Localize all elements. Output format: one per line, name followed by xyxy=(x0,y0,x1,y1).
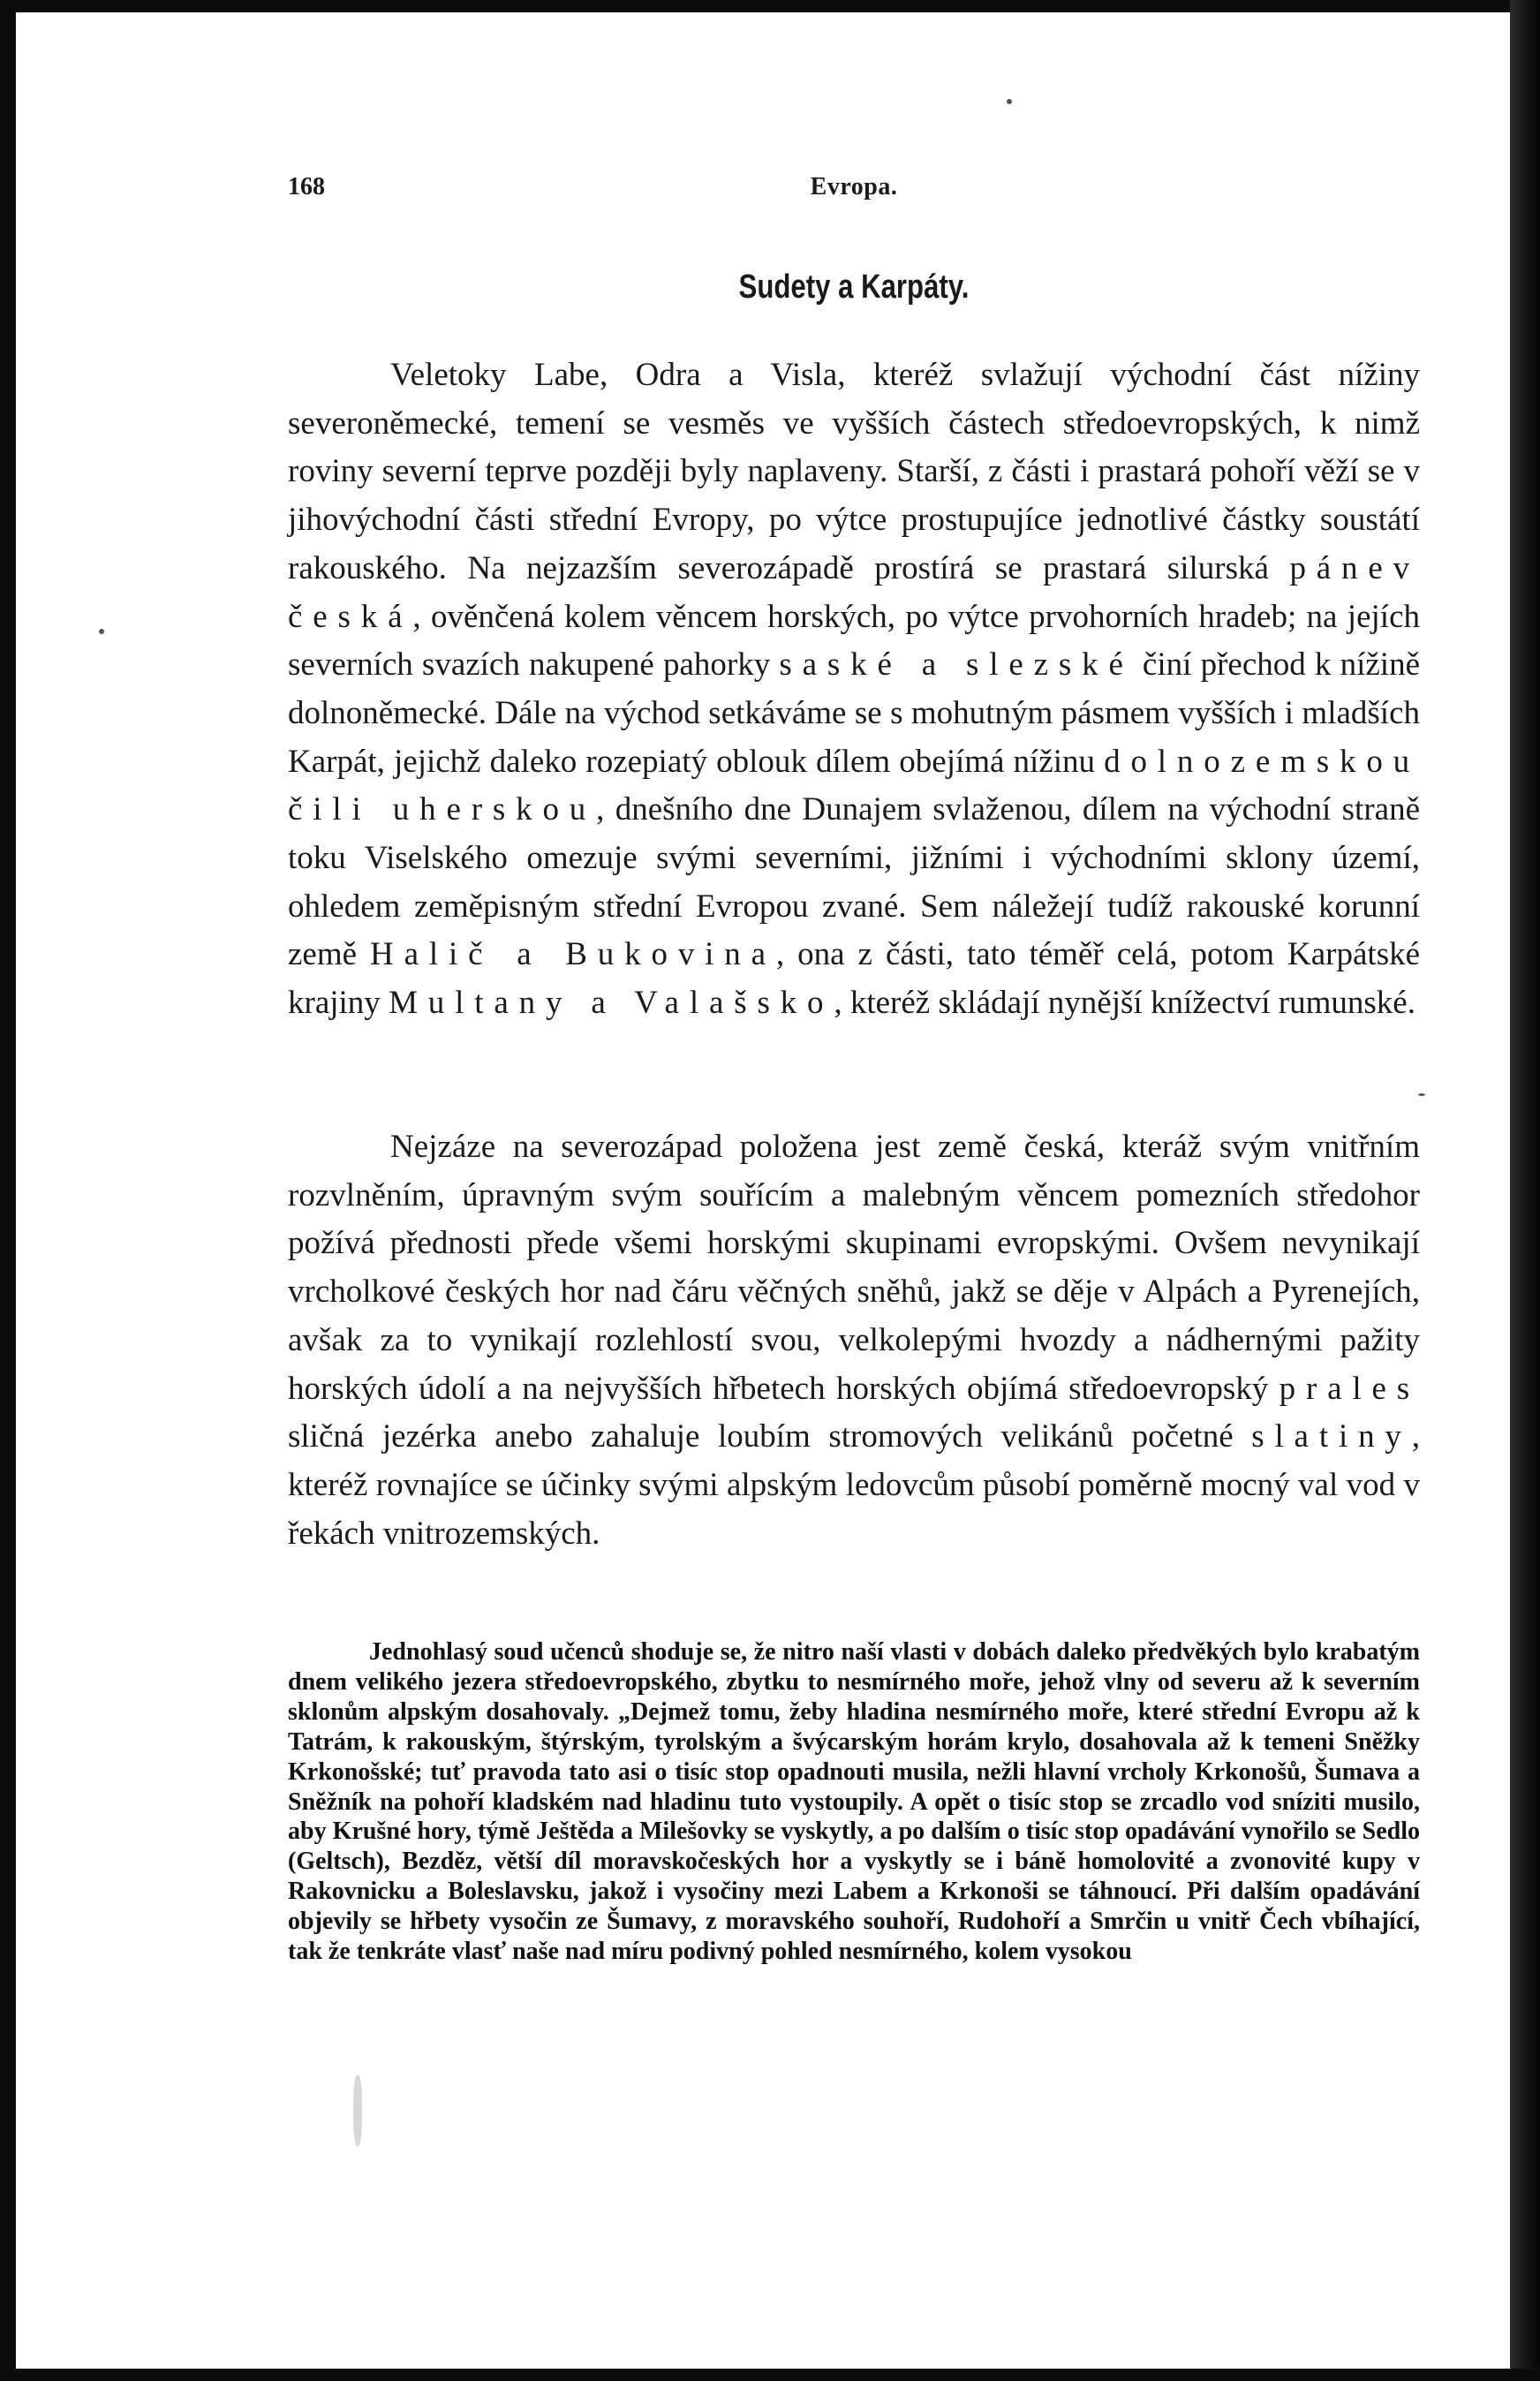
spaced-term: dolnozemskou čili uherskou xyxy=(288,743,1420,828)
scan-speck xyxy=(353,2075,362,2146)
spaced-term: Halič a Bukovina xyxy=(370,936,776,973)
body-paragraph: Nejzáze na severozápad položena jest země česká, kteráž svým vnitřním rozvlněním, úpravným svým souřícím a malebným věncem pomezních středohor požívá přednosti přede všemi horskými skupinami evropskými. Ovšem nevynikají vrcholkové českých hor nad čáru věčných sněhů, jakž se děje v Alpách a Pyrenejích, avšak za to vynikají rozlehlostí svou, velkolepými hvozdy a nádhernými pažity horských údolí a na nejvyšších hřbetech horských objímá středoevropský prales sličná jezérka anebo zahaluje loubím stromových velikánů početné slatiny, kteréž rovnajíce se účinky svými alpským ledovcům působí poměrně mocný val vod v řekách vnitrozemských. xyxy=(288,1129,1420,1552)
scan-border-top xyxy=(0,0,1540,12)
scan-speck xyxy=(1007,99,1012,104)
footnote: Jednohlasý soud učenců shoduje se, že nitro naší vlasti v dobách daleko předvěkých bylo krabatým dnem velikého jezera středoevropského, zbytku to nesmírného moře, jehož vlny od severu až k severním sklonům alpským dosahovaly. „Dejmež tomu, žeby hladina nesmírného moře, které střední Evropu až k Tatrám, k rakouským, štýrským, tyrolským a švýcarským horám krylo, dosahovala až k temeni Sněžky Krkonošské; tuť pravoda tato asi o tisíc stop opadnouti musila, nežli hlavní vrcholy Krkonošů, Šumava a Sněžník na pohoří kladském nad hladinu tuto vystoupily. A opět o tisíc stop se zrcadlo vod sníziti musilo, aby Krušné hory, týmě Ještěda a Milešovky se vyskytly, a po dalším o tisíc stop opadávání vynořilo se Sedlo (Geltsch), Bezděz, větší díl moravskočeských hor a vyskytly se i báně homolovité a zvonovité kupy v Rakovnicku a Boleslavsku, jakož i vysočiny mezi Labem a Krkonoši se táhnoucí. Při dalším opadávání objevily se hřbety vysočin ze Šumavy, z moravského souhoří, Rudohoří a Smrčin u vnitř Čech vbíhající, tak že tenkráte vlasť naše nad míru podivný pohled nesmírného, kolem vysokou xyxy=(288,1638,1420,1966)
spaced-term: Multany a Valašsko xyxy=(389,985,834,1022)
scan-speck xyxy=(1418,1093,1425,1096)
spaced-term: slatiny xyxy=(1251,1418,1412,1455)
scan-border-right xyxy=(1510,0,1540,2381)
scan-speck xyxy=(99,629,104,634)
spaced-term: saské a slezské xyxy=(779,646,1134,684)
body-paragraph: Veletoky Labe, Odra a Visla, kteréž svlažují východní část nížiny severoněmecké, temení se vesměs ve vyšších částech středoevropských, k nimž roviny severní teprve později byly naplaveny. Starší, z části i prastará pohoří věží se v jihovýchodní části střední Evropy, po výtce prostupujíce jednotlivé částky soustátí rakouského. Na nejzazším severozápadě prostírá se prastará silurská pánev česká, ověnčená kolem věncem horských, po výtce prvohorních hradeb; na jejích severních svazích nakupené pahorky saské a slezské činí přechod k nížině dolnoněmecké. Dále na východ setkáváme se s mohutným pásmem vyšších i mladších Karpát, jejichž daleko rozepiatý oblouk dílem obejímá nížinu dolnozemskou čili uherskou, dnešního dne Dunajem svlaženou, dílem na východní straně toku Viselského omezuje svými severními, jižními i východními sklony území, ohledem zeměpisným střední Evropou zvané. Sem náležejí tudíž rakouské korunní země Halič a Bukovina, ona z části, tato téměř celá, potom Karpátské krajiny Multany a Valašsko, kteréž skládají nynější knížectví rumunské. xyxy=(288,357,1421,1022)
page-header xyxy=(288,173,1420,208)
scan-border-bottom xyxy=(0,2369,1540,2381)
spaced-term: prales xyxy=(1279,1370,1420,1407)
page-number: 168 xyxy=(288,173,325,200)
section-title: Sudety a Karpáty. xyxy=(738,268,970,306)
scan-border-left xyxy=(0,0,16,2381)
running-head: Evropa. xyxy=(810,173,898,200)
spaced-term: pánev česká xyxy=(288,549,1420,635)
